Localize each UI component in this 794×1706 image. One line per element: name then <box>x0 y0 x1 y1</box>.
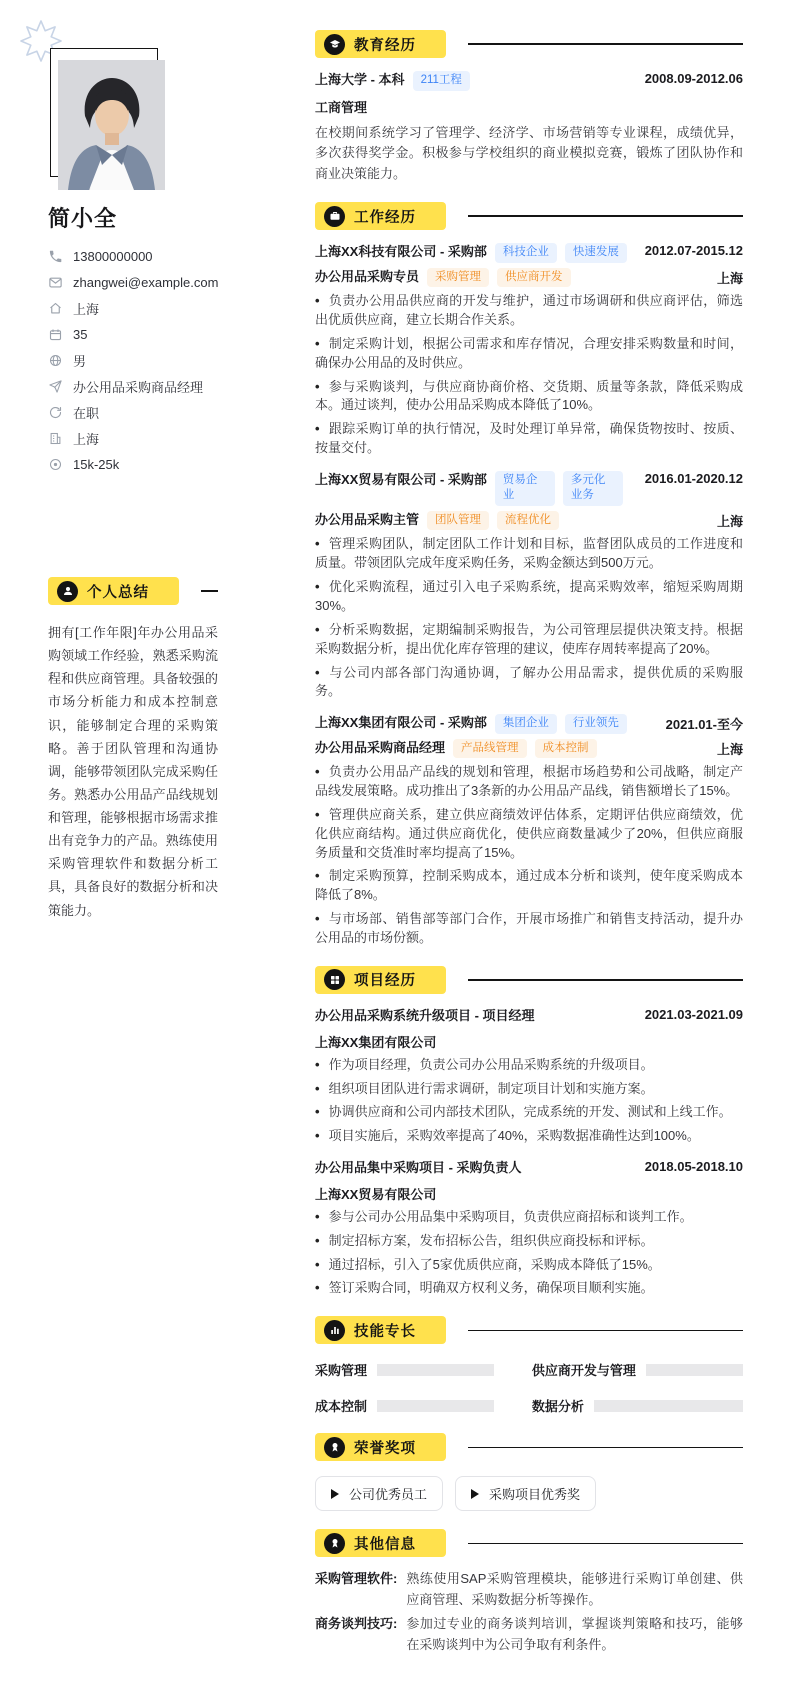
skills-badge <box>315 1316 446 1344</box>
play-icon <box>331 1489 339 1499</box>
project-bullet: • 通过招标，引入了5家优质供应商，采购成本降低了15%。 <box>315 1256 661 1272</box>
phone-icon <box>48 249 63 264</box>
position-tag: 供应商开发 <box>497 268 571 288</box>
company-tag: 行业领先 <box>565 714 627 734</box>
project-company: 上海XX集团有限公司 <box>315 1034 437 1050</box>
work-date: 2016.01-2020.12 <box>644 470 743 486</box>
school-tag: 211工程 <box>413 71 470 91</box>
education-header <box>315 30 743 58</box>
company-name: 上海XX贸易有限公司 - 采购部 <box>315 471 487 487</box>
company-tag: 多元化业务 <box>563 471 623 506</box>
contact-salary <box>48 455 218 473</box>
project-bullet: • 签订采购合同，明确双方权利义务，确保项目顺利实施。 <box>315 1280 654 1296</box>
summary-section <box>48 577 218 922</box>
work-bullet: • 管理供应商关系，建立供应商绩效评估体系，定期评估供应商绩效，优化供应商结构。通过供应商优化，使供应商数量减少了20%，但供应商服务质量和交货准时率均提高了15%。 <box>315 806 743 860</box>
project-bullet: • 项目实施后，采购效率提高了40%，采购数据准确性达到100%。 <box>315 1128 700 1144</box>
company-tag: 科技企业 <box>495 243 557 263</box>
other-info-item <box>315 1614 743 1656</box>
project-bullet: • 组织项目团队进行需求调研，制定项目计划和实施方案。 <box>315 1080 654 1096</box>
person-icon <box>57 581 78 602</box>
star-badge-icon <box>324 1533 345 1554</box>
skills-title: 技能专长 <box>354 1323 416 1340</box>
work-bullet: • 制定采购预算，控制采购成本，通过成本分析和谈判，使年度采购成本降低了8%。 <box>315 868 743 903</box>
skill-item <box>315 1360 494 1379</box>
age-icon <box>48 327 63 342</box>
contact-age-value: 35 <box>73 326 88 342</box>
education-major: 工商管理 <box>315 99 368 115</box>
skill-item <box>532 1360 743 1379</box>
work-badge <box>315 202 446 230</box>
contact-city-value: 上海 <box>73 431 100 447</box>
graduation-cap-icon <box>324 34 345 55</box>
project-entry <box>315 1159 743 1298</box>
work-location: 上海 <box>716 514 743 530</box>
summary-text: 拥有[工作年限]年办公用品采购领域工作经验，熟悉采购流程和供应商管理。具备较强的市场分析能力和成本控制意识，能够制定合理的采购策略。善于团队管理和沟通协调，能够带领团队完成采购任务。熟悉办公用品产品线规划和管理，能够根据市场需求推出有竞争力的产品。熟练使用采购管理软件和数据分析工具，具备良好的数据分析和决策能力。 <box>48 625 218 918</box>
work-location: 上海 <box>716 270 743 286</box>
honors-section <box>315 1433 743 1511</box>
email-icon <box>48 275 63 290</box>
company-tag: 贸易企业 <box>495 471 555 506</box>
work-bullet: • 制定采购计划，根据公司需求和库存情况，合理安排采购数量和时间，确保办公用品的及时供应。 <box>315 335 743 370</box>
work-title: 工作经历 <box>354 209 416 226</box>
grid-icon <box>324 969 345 990</box>
work-date: 2021.01-至今 <box>665 717 743 733</box>
work-bullet: • 分析采购数据，定期编制采购报告，为公司管理层提供决策支持。根据采购数据分析，提出优化库存管理的建议，使库存周转率提高了20%。 <box>315 621 743 656</box>
work-location: 上海 <box>716 741 743 757</box>
other-info-list <box>315 1569 743 1655</box>
skills-header <box>315 1316 743 1344</box>
company-tag: 集团企业 <box>495 714 557 734</box>
position-name: 办公用品采购专员 <box>315 268 420 284</box>
header-rule <box>468 1447 743 1449</box>
work-bullet: • 负责办公用品产品线的规划和管理，根据市场趋势和公司战略，制定产品线发展策略。成功推出了3条新的办公用品产品线，销售额增长了15%。 <box>315 764 743 799</box>
honors-badge <box>315 1433 446 1461</box>
bar-chart-icon <box>324 1320 345 1341</box>
project-entry <box>315 1007 743 1146</box>
award-label: 公司优秀员工 <box>349 1487 428 1503</box>
skill-name: 供应商开发与管理 <box>531 1363 636 1379</box>
medal-icon <box>324 1437 345 1458</box>
position-tag: 流程优化 <box>497 511 559 531</box>
other-info-text: 参加过专业的商务谈判培训，掌握谈判策略和技巧，能够在采购谈判中为公司争取有利条件。 <box>406 1615 743 1652</box>
contact-email <box>48 273 218 291</box>
skill-name: 成本控制 <box>315 1399 368 1415</box>
work-bullet: • 管理采购团队，制定团队工作计划和目标，监督团队成员的工作进度和质量。带领团队完成年度采购任务，采购金额达到500万元。 <box>315 536 743 571</box>
skill-item <box>532 1396 743 1415</box>
work-bullet: • 与市场部、销售部等部门合作，开展市场推广和销售支持活动，提升办公用品的市场份额。 <box>315 911 743 945</box>
other-info-header <box>315 1529 743 1557</box>
contact-target-job-value: 办公用品采购商品经理 <box>73 379 204 395</box>
project-company: 上海XX贸易有限公司 <box>315 1186 437 1202</box>
position-name: 办公用品采购主管 <box>315 512 420 528</box>
project-name: 办公用品采购系统升级项目 - 项目经理 <box>315 1007 535 1023</box>
award-label: 采购项目优秀奖 <box>489 1487 581 1503</box>
project-date: 2021.03-2021.09 <box>644 1006 743 1022</box>
photo-block <box>48 48 218 190</box>
project-bullet: • 制定招标方案，发布招标公告，组织供应商投标和评标。 <box>315 1232 654 1248</box>
education-title: 教育经历 <box>354 37 416 54</box>
company-name: 上海XX科技有限公司 - 采购部 <box>315 244 487 260</box>
briefcase-icon <box>324 206 345 227</box>
contact-target-job <box>48 377 218 395</box>
education-badge <box>315 30 446 58</box>
other-info-item <box>315 1569 743 1611</box>
projects-section <box>315 966 743 1298</box>
skill-bar <box>646 1364 743 1376</box>
header-rule <box>468 979 743 981</box>
skill-name: 采购管理 <box>315 1363 368 1379</box>
work-entry <box>315 471 743 701</box>
work-entry <box>315 714 743 948</box>
contact-phone <box>48 247 218 265</box>
city-icon <box>48 431 63 446</box>
contact-city <box>48 429 218 447</box>
work-header <box>315 202 743 230</box>
work-bullet: • 与公司内部各部门沟通协调，了解办公用品需求，提供优质的采购服务。 <box>315 664 743 699</box>
contact-gender <box>48 351 218 369</box>
award-chip <box>315 1476 443 1511</box>
work-bullet: • 优化采购流程，通过引入电子采购系统，提高采购效率，缩短采购周期30%。 <box>315 579 743 613</box>
projects-badge <box>315 966 446 994</box>
other-info-section <box>315 1529 743 1655</box>
summary-title: 个人总结 <box>87 584 149 601</box>
company-tag: 快速发展 <box>565 243 627 263</box>
skill-bar <box>594 1400 743 1412</box>
award-list <box>315 1476 743 1511</box>
sidebar <box>48 0 218 1706</box>
contact-status-value: 在职 <box>73 405 100 421</box>
status-icon <box>48 405 63 420</box>
target-job-icon <box>48 379 63 394</box>
header-rule <box>468 1330 743 1332</box>
summary-header <box>48 577 218 605</box>
education-section <box>315 30 743 184</box>
main-column <box>315 0 743 1706</box>
contact-salary-value: 15k-25k <box>73 456 120 472</box>
honors-title: 荣誉奖项 <box>354 1440 416 1457</box>
work-date: 2012.07-2015.12 <box>644 243 743 259</box>
honors-header <box>315 1433 743 1461</box>
school-name: 上海大学 - 本科 <box>315 72 405 87</box>
skills-section <box>315 1316 743 1415</box>
skill-bar <box>377 1400 494 1412</box>
contact-location-value: 上海 <box>73 301 100 317</box>
projects-header <box>315 966 743 994</box>
other-info-badge <box>315 1529 446 1557</box>
position-tag: 产品线管理 <box>453 739 527 759</box>
education-date: 2008.09-2012.06 <box>644 71 743 86</box>
play-icon <box>471 1489 479 1499</box>
other-info-label: 商务谈判技巧: <box>315 1615 398 1631</box>
contact-list <box>48 247 218 473</box>
work-bullet: • 跟踪采购订单的执行情况，及时处理订单异常，确保货物按时、按质、按量交付。 <box>315 421 743 456</box>
home-icon <box>48 301 63 316</box>
skill-item <box>315 1396 494 1415</box>
gender-icon <box>48 353 63 368</box>
company-name: 上海XX集团有限公司 - 采购部 <box>315 715 487 731</box>
skill-bar <box>377 1364 494 1376</box>
skills-grid <box>315 1360 743 1415</box>
education-description: 在校期间系统学习了管理学、经济学、市场营销等专业课程，成绩优异，多次获得奖学金。积极参与学校组织的商业模拟竞赛，锻炼了团队协作和商业决策能力。 <box>315 124 743 181</box>
header-rule <box>468 1543 743 1545</box>
project-date: 2018.05-2018.10 <box>644 1159 743 1175</box>
position-tag: 成本控制 <box>535 739 597 759</box>
contact-gender-value: 男 <box>73 353 87 369</box>
work-bullet: • 参与采购谈判，与供应商协商价格、交货期、质量等条款，降低采购成本。通过谈判，使办公用品采购成本降低了10%。 <box>315 378 743 413</box>
other-info-title: 其他信息 <box>354 1536 416 1553</box>
contact-email-value: zhangwei@example.com <box>73 274 219 290</box>
candidate-name: 简小全 <box>48 206 118 231</box>
position-tag: 团队管理 <box>427 511 489 531</box>
other-info-label: 采购管理软件: <box>315 1571 398 1587</box>
work-entry <box>315 243 743 458</box>
header-rule <box>468 43 743 45</box>
contact-location <box>48 299 218 317</box>
header-rule <box>201 590 218 592</box>
project-bullet: • 作为项目经理，负责公司办公用品采购系统的升级项目。 <box>315 1056 654 1072</box>
work-bullet: • 负责办公用品供应商的开发与维护，通过市场调研和供应商评估，筛选出优质供应商，建立长期合作关系。 <box>315 293 743 327</box>
award-chip <box>455 1476 596 1511</box>
work-section <box>315 202 743 948</box>
profile-photo <box>58 60 165 190</box>
project-bullet: • 协调供应商和公司内部技术团队，完成系统的开发、测试和上线工作。 <box>315 1104 732 1120</box>
position-tag: 采购管理 <box>427 268 489 288</box>
skill-name: 数据分析 <box>531 1399 584 1415</box>
contact-phone-value: 13800000000 <box>73 248 153 264</box>
projects-title: 项目经历 <box>354 973 416 990</box>
header-rule <box>468 215 743 217</box>
salary-icon <box>48 457 63 472</box>
contact-status <box>48 403 218 421</box>
education-entry <box>315 71 743 184</box>
position-name: 办公用品采购商品经理 <box>315 740 446 756</box>
project-bullet: • 参与公司办公用品集中采购项目，负责供应商招标和谈判工作。 <box>315 1208 693 1224</box>
other-info-text: 熟练使用SAP采购管理模块，能够进行采购订单创建、供应商管理、采购数据分析等操作。 <box>406 1571 743 1608</box>
summary-badge <box>48 577 179 605</box>
project-name: 办公用品集中采购项目 - 采购负责人 <box>315 1160 522 1176</box>
contact-age <box>48 325 218 343</box>
